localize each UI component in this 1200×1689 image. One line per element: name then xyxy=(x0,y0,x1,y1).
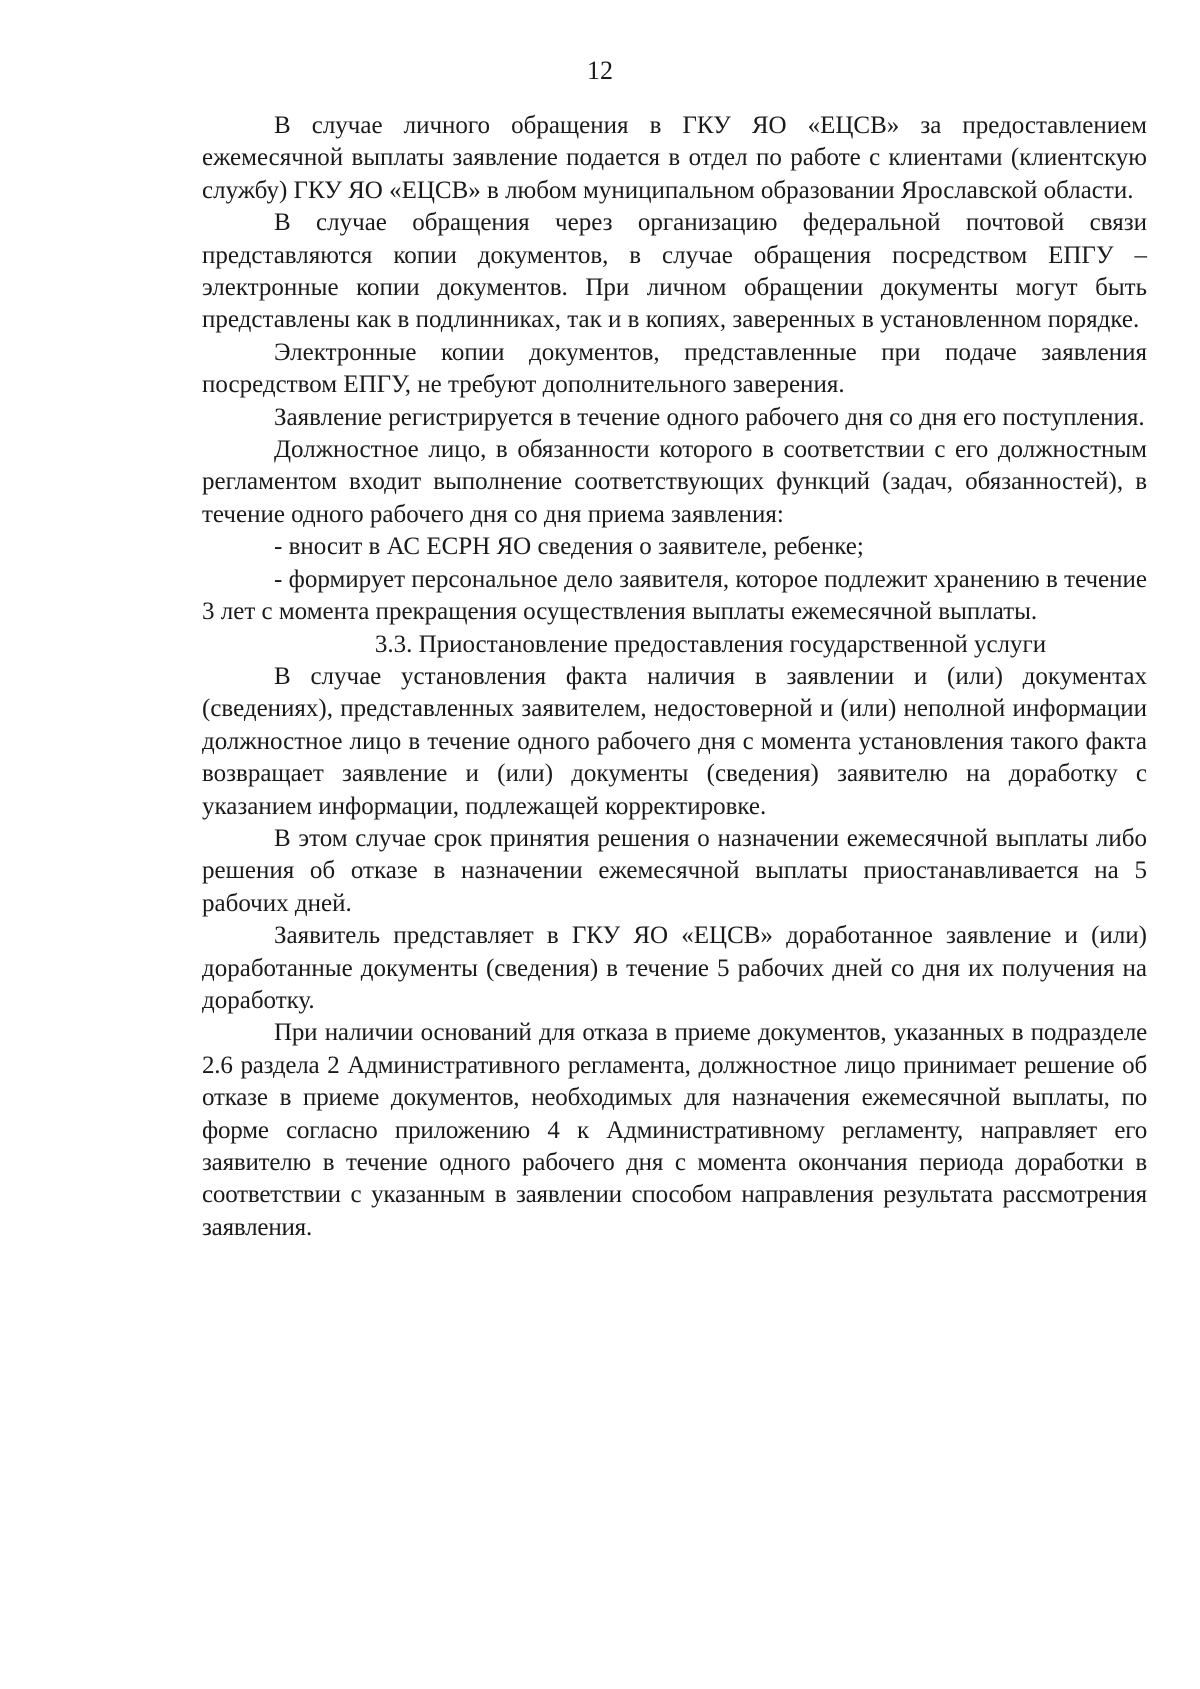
list-item-enter-data: - вносит в АС ЕСРН ЯО сведения о заявителе, ребенке; xyxy=(274,533,864,561)
paragraph-incorrect-info: В случае установления факта наличия в заявлении и (или) документах (сведениях), представленных заявителем, недостоверной и (или) неполной информации должностное лицо в течение одного рабочего дня с момента установления такого факта возвращает заявление и (или) документы (сведения) заявителю на доработку с указанием информации, подлежащей корректировке. xyxy=(202,662,1147,820)
paragraph-electronic-copies: Электронные копии документов, представленные при подаче заявления посредством ЕПГУ, не требуют дополнительного заверения. xyxy=(202,338,1147,399)
paragraph-refusal: При наличии оснований для отказа в приеме документов, указанных в подразделе 2.6 раздела 2 Административного регламента, должностное лицо принимает решение об отказе в приеме документов, необходимых для назначения ежемесячной выплаты, по форме согласно приложению 4 к Административному регламенту, направляет его заявителю в течение одного рабочего дня с момента окончания периода доработки в соответствии с указанным в заявлении способом направления результата рассмотрения заявления. xyxy=(202,1019,1147,1241)
page-number: 12 xyxy=(587,56,613,85)
paragraph-resubmission: Заявитель представляет в ГКУ ЯО «ЕЦСВ» доработанное заявление и (или) доработанные документы (сведения) в течение 5 рабочих дней со дня их получения на доработку. xyxy=(202,922,1147,1014)
list-item-personal-file: - формирует персональное дело заявителя, которое подлежит хранению в течение 3 лет с момента прекращения осуществления выплаты ежемесячной выплаты. xyxy=(202,565,1147,626)
paragraph-personal-application: В случае личного обращения в ГКУ ЯО «ЕЦСВ» за предоставлением ежемесячной выплаты заявление подается в отдел по работе с клиентами (клиентскую службу) ГКУ ЯО «ЕЦСВ» в любом муниципальном образовании Ярославской области. xyxy=(202,112,1147,204)
paragraph-postal-epgu-copies: В случае обращения через организацию федеральной почтовой связи представляются копии документов, в случае обращения посредством ЕПГУ – электронные копии документов. При личном обращении документы могут быть представлены как в подлинниках, так и в копиях, заверенных в установленном порядке. xyxy=(202,209,1147,334)
document-body xyxy=(202,110,1147,1244)
paragraph-registration: Заявление регистрируется в течение одного рабочего дня со дня его поступления. xyxy=(274,403,1145,431)
paragraph-suspension-term: В этом случае срок принятия решения о назначении ежемесячной выплаты либо решения об отказе в назначении ежемесячной выплаты приостанавливается на 5 рабочих дней. xyxy=(202,824,1147,917)
paragraph-official-duties: Должностное лицо, в обязанности которого в соответствии с его должностным регламентом входит выполнение соответствующих функций (задач, обязанностей), в течение одного рабочего дня со дня приема заявления: xyxy=(202,436,1147,528)
section-heading: 3.3. Приостановление предоставления государственной услуги xyxy=(374,630,1047,658)
